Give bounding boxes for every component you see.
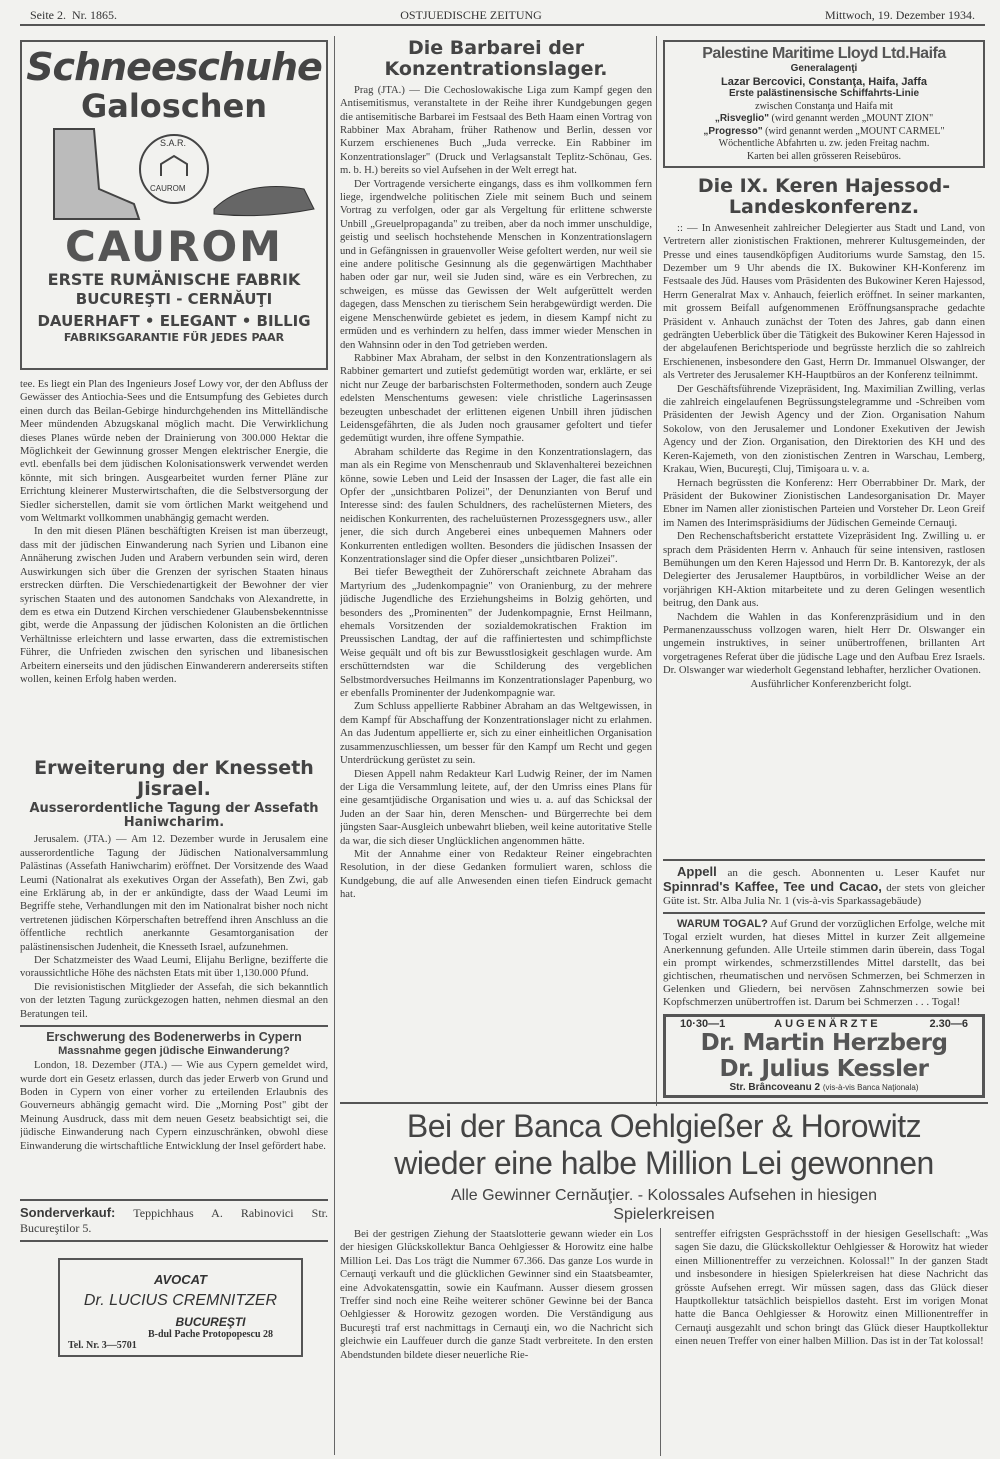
headline-line: Die IX. Keren Hajessod- (697, 175, 951, 197)
paragraph: tee. Es liegt ein Plan des Ingenieurs Josef Lowy vor, der den Abfluss der Gewässer des Antiochia-Sees und die Entsumpfung des Gebietes durch einen durch das Beilan-Gebirge hindurchgehenden ins Mittelländische Meer mündenden Abzugskanal möglich macht. Die Verwirklichung dieses Planes würde neben der Drainierung von 300.000 Hektar die Möglichkeit der Gewinnung grosser Mengen elektrischer Energie, die evtl. ebenfalls bei dem jüdischen Kolonisationswerk verwendet werden könnte, mit sich bringen. Ausgearbeitet wurden ferner Pläne zur Errichtung kleinerer Musterwirtschaften, die die Selbstversorgung der Siedler sicherstellen, damit sie vom örtlichen Markt weitgehend und vom Weltmarkt vollkommen unabhängig gemacht werden. (20, 379, 328, 525)
newspaper-title: OSTJUEDISCHE ZEITUNG (400, 8, 542, 22)
ad-line: Erste palästinensische Schiffahrts-Linie (728, 88, 920, 99)
headline-line: Jisrael. (137, 777, 211, 800)
keren-headline (663, 176, 985, 218)
banca-article-col1 (340, 1228, 661, 1456)
divider (20, 1199, 328, 1201)
banca-section (340, 1102, 988, 1456)
office-hours: 10·30—1 (680, 1018, 726, 1031)
ship-name: „Progresso" (703, 125, 763, 137)
cypern-article (20, 1059, 328, 1195)
cypern-headline: Erschwerung des Bodenerwerbs in Cypern (46, 1030, 302, 1045)
divider (20, 1025, 328, 1027)
paragraph: Den Rechenschaftsbericht erstattete Vizepräsident Ing. Zwilling u. er sprach dem Präsidenten Herrn v. Anhauch für seine intensiven, rastlosen Bemühungen um den Keren Hajessod und Herrn Dr. B. Kantorezyk, der als Delegierter des Jerusalemer Hauptbüros, in vorbildlicher Weise an der vorjährigen KH-Aktion mitarbeitete und zu deren Gelingen wesentlich beitrug, den Dank aus. (663, 531, 985, 610)
knesseth-subheadline: Ausserordentliche Tagung der Assefath Haniwcharim. (29, 800, 319, 831)
ad-text: Auf Grund der vorzüglichen Erfolge, welche mit Togal erzielt wurden, hat dieses Mittel in kurzer Zeit allgemeine Anerkennung gefunden. Alle Urteile stimmen darin überein, dass Togal ein prompt wirkendes, schmerzstillendes Mittel darstellt, das bei gichtischen, rheumatischen und nervösen Schmerzen, bei Schmerzen in Gelenken und Gliedern, bei nervösen Zahnschmerzen sowie bei Kopfschmerzen unübertroffen ist. Darum bei Schmerzen . . . Togal! (663, 918, 985, 1009)
paragraph: London, 18. Dezember (JTA.) — Wie aus Cypern gemeldet wird, wurde dort ein Gesetz erlassen, durch das jeder Erwerb von Grund und Boden in Cypern von einer vorher zu erteilenden Erlaubnis des Gouverneurs abhängig gemacht wird. Die „Morning Post" gibt der Meinung Ausdruck, dass mit dem neuen Gesetz beabsichtigt sei, die jüdische Einwanderung nach Cypern einzuschränken, obwohl diese Einwanderung die wirtschaftliche Entwicklung der Insel gefördert habe. (20, 1060, 328, 1152)
paragraph: Bei der gestrigen Ziehung der Staatslotterie gewann wieder ein Los der hiesigen Glückskollektur Banca Oehlgiesser & Horowitz eine halbe Million Lei. Das Los trägt die Nummer 67.366. Das ganze Los wurde in Cernauţi verkauft und die glücklichen Gewinner sind ein Staatsbeamter, eine Advokatensgattin, sowie ein Kaufmann. Ausser diesem grossen Treffer sind noch eine Reihe weiterer schöner Gewinne bei der Banca Oehlgiesser & Horowitz gezogen worden. Die Verständigung aus Bucureşti traf erst nachmittags in Cernauţi ein, wo die Nachricht sich gleichwie ein Lauffeuer durch die ganze Stadt verbreitete. In den ersten Abendstunden bildete dieser neuerliche Rie- (340, 1229, 653, 1361)
ad-address: B-dul Pache Protopopescu 28 (147, 1329, 274, 1341)
ad-line: Generalagenţi (790, 63, 858, 74)
ad-line: Wöchentliche Abfahrten u. zw. jeden Freitag nachm. (718, 138, 930, 149)
paragraph: Zum Schluss appellierte Rabbiner Abraham an das Weltgewissen, in dem Kampf für Abschaffung der Konzentrationslager nicht zu erlahmen. An das Judentum appellierte er, sich zu einer einheitlichen Organisation zusammenzuschliessen, um besser für den Kampf um Recht und gegen Unterdrückung gerüstet zu sein. (340, 701, 652, 767)
ad-line: ERSTE RUMÄNISCHE FABRIK (47, 270, 301, 289)
ad-title: AVOCAT (154, 1272, 207, 1288)
lloyd-advertisement (663, 40, 985, 168)
subheadline-line: Spielerkreisen (613, 1206, 715, 1223)
paragraph: Jerusalem. (JTA.) — Am 12. Dezember wurde in Jerusalem eine ausserordentliche Tagung der Jüdischen Nationalversammlung Palästinas (Assefath Haniwcharim) eröffnet. Der Vorsitzende des Waad Leumi (Nationalrat als exekutives Organ der Assefath), Ben Zwi, gab eine Erklärung ab, in der er ankündigte, dass der Waad Leumi im Begriffe stehe, Verhandlungen mit den im Nationalrat bisher noch nicht vertretenen jüdischen Körperschaften betreffend ihren Anschluss an die öffentliche rechtlich anerkannte Gesamtorganisation der palästinensischen Judenheit, die Knesseth Israel, aufzunehmen. (20, 834, 328, 953)
ad-line: zwischen Constanţa und Haifa mit (755, 100, 893, 112)
banca-article (340, 1228, 988, 1456)
divider (663, 912, 985, 914)
headline-line: Landeskonferenz. (728, 195, 920, 218)
ad-headline: Schneeschuhe (26, 45, 322, 89)
paragraph: Die revisionistischen Mitglieder der Assefah, die sich bekanntlich von der letzten Tagung zurückgezogen hatten, nehmen diesmal an den Beratungen teil. (20, 981, 328, 1020)
ad-address: Str. Brâncoveanu 2 (729, 1082, 821, 1093)
doctor-name: Dr. Julius Kessler (719, 1055, 929, 1082)
middle-column (340, 38, 652, 1096)
ad-title: AUGENÄRZTE (774, 1018, 881, 1031)
paragraph: Rabbiner Max Abraham, der selbst in den Konzentrationslagern als Rabbiner gemartert und zutiefst gedemütigt worden war, erklärte, er sei nicht nur Zeuge der barbarischsten Foltermethoden, sondern auch Zeuge edelsten Menschentums gewesen: viele christliche Lagerinsassen bezeugten unbeschadet der erlittenen eigenen Unbill ihren jüdischen Leidensgefährten, die als Juden noch grausamer gefoltert und tiefer gedemütigt wurden, ihre offene Sympathie. (340, 352, 652, 445)
divider (20, 1240, 328, 1242)
paragraph: :: — In Anwesenheit zahlreicher Delegierter aus Stadt und Land, von Vertretern aller zionistischen Fraktionen, mehrerer Kultusgemeinden, der Presse und eines tausendköpfigen Auditoriums wurde Samstag, den 15. Dezember um 9 Uhr abends die IX. Bukowiner KH-Konferenz im Festsaale des Jüd. Hauses vom Präsidenten des Bukowiner Keren Hajessod, Herrn Generalrat Max v. Anhauch, feierlich eröffnet. In seiner markanten, mit grossem Beifall aufgenommenen Eröffnungsansprache gedachte Präsident v. Anhauch zunächst der Toten des Jahres, gab dann einen gedrängten Ueberblick über die Tätigkeit des Bukowiner Keren Hajessod in der abgelaufenen Berichtsperiode und begrüsste herzlich die so zahlreich Erschienenen, insbesondere den Gast, Herrn Dr. Immanuel Olswanger, der als Vertreter des Jerusalemer KH-Hauptbüros an der Konferenz teilnimmt. (663, 222, 985, 382)
column-divider (334, 1100, 335, 1455)
ad-line: DAUERHAFT • ELEGANT • BILLIG (37, 312, 311, 330)
ad-phone: Tel. Nr. 3—5701 (68, 1340, 137, 1352)
paragraph: Hernach begrüssten die Konferenz: Herr Oberrabbiner Dr. Mark, der Präsident der Bukowiner Zionistischen Landesorganisation Dr. Mayer Ebner im Namen aller zionistischen Parteien und Vorsteher Dr. Leon Greif im Namen des Interimspräsidiums der Jüdischen Gemeinde Cernauţi. (663, 477, 985, 529)
seal-text: S.A.R. (160, 138, 187, 148)
paragraph: Prag (JTA.) — Die Cechoslowakische Liga zum Kampf gegen den Antisemitismus, veranstaltete in der Reihe ihrer Kundgebungen gegen die antisemitische Barbarei im Festsaal des Beth Haam einen Vortrag von Rabbiner Max Abraham, früher Rathenow und Berlin, dessen vor Kurzem erschienenes Buch „Juda verrecke. Ein Rabbiner im Konzentrationslager" (Druck und Verlagsanstalt Teplitz-Schönau, Ges. m. b. H.) bereits so viel Aufsehen in der Welt erregt hat. (340, 84, 652, 177)
paragraph: Mit der Annahme einer von Redakteur Reiner eingebrachten Resolution, in der diese Gedanken formuliert waren, schloss die Kundgebung, die auf alle Anwesenden einen tiefen Eindruck gemacht hat. (340, 848, 652, 901)
paragraph: Bei tiefer Bewegtheit der Zuhörerschaft zeichnete Abraham das Martyrium des „Judenkompagnie" von Oranienburg, zu der mehrere jüdische Jugendliche des Erziehungsheims in Bolzig gehörten, und besonders des „Prominenten" der Judenkompagnie, Ernst Heilmann, ehemals Vorsitzenden der sozialdemokratischen Fraktion im Preussischen Landtag, der auf die raffiniertesten und schimpflichste Weise gequält und oft bis zur Bewusstlosigkeit geschlagen wurde. Am erschütterndsten war die Schilderung des vergeblichen Selbstmordversuches Heilmanns im Konzentrationslager Papenburg, wo er ebenfalls Prominenter der Judenkompagnie war. (340, 567, 652, 700)
paragraph: Nachdem die Wahlen in das Konferenzpräsidium und in den Permanenzausschuss vollzogen waren, hielt Herr Dr. Olswanger ein ungemein instruktives, in seiner unübertroffenen, brillanten Art vorgetragenes Referat über die jüdische Lage und den Aufbau Erez Israels. Dr. Olswanger war wiederholt Gegenstand lebhafter, herzlicher Ovationen. (663, 611, 985, 677)
ad-headline: Galoschen (80, 87, 268, 125)
ad-line: FABRIKSGARANTIE FÜR JEDES PAAR (63, 331, 285, 344)
left-column (20, 40, 328, 1452)
shoe-illustration (22, 124, 326, 224)
caurom-advertisement (20, 40, 328, 370)
ad-bold: Sonderverkauf: (20, 1205, 116, 1221)
ad-text: Teppichhaus A. Rabinovici Str. Bucureştilor 5. (20, 1206, 328, 1236)
ad-text: an die gesch. Abonnenten u. Leser Kaufet nur (727, 867, 985, 880)
ad-bold: WARUM TOGAL? (677, 918, 768, 931)
ad-line: (wird genannt werden „MOUNT CARMEL" (765, 125, 945, 137)
ad-line: Karten bei allen grösseren Reisebüros. (746, 150, 902, 162)
paragraph: In den mit diesen Plänen beschäftigten Kreisen ist man überzeugt, dass mit der jüdischen Einwanderung nach Syrien und Libanon eine Annäherung zwischen Juden und Arabern verbunden sein wird, deren Auswirkungen sich über die Grenzen der syrischen Staaten hinaus erstrecken dürften. Die Verschiedenartigkeit der Bewohner der vier syrischen Staaten und des autonomen Sandchaks von Alexandrette, in dem es etwa ein Dutzend Kirchen verschiedener Glaubensbekenntnisse gibt, werde die Anpassung der jüdischen Kolonisten an die örtlichen Verhältnisse erleichtern und lasse erwarten, dass die extremistischen Führer, die Unfrieden zwischen den syrischen und libanesischen Arbeitern einerseits und den jüdischen Einwanderern andererseits stiften wollen, keinen Erfolg haben werden. (20, 526, 328, 685)
spinnrad-advertisement (663, 865, 985, 908)
office-hours: 2.30—6 (929, 1018, 968, 1031)
banca-subheadline (340, 1186, 988, 1224)
paragraph: Der Vortragende versicherte eingangs, dass es ihm vollkommen fern liege, irgendwelche politischen Ziele mit seinem Buch und seinem Vortrag zu verfolgen, oder gar als Vergeltung für erlittene schwerste Unbill „Greuelpropaganda" zu treiben, aber da noch immer unschuldige, geistig und seelisch hochstehende Menschen in Konzentrationslagern und in Gefängnissen in grauenvoller Weise gefoltert werden, nur weil sie eine andere politische Gesinnung als die gegenwärtigen Machthaber haben oder gar nur, weil sie Juden sind, wäre es ein Verbrechen, zu schweigen, es müsse das Gewissen der Welt aufgerüttelt werden dagegen, dass Menschen zu tierischem Sein herabgewürdigt werden. Die eigene Menschenwürde gebietet es jedem, in diesem Kampf nicht zu ermüden und es verhindern zu helfen, dass immer wieder Menschen in den Wahnsinn oder in den Tod getrieben werden. (340, 178, 652, 351)
page-header (20, 8, 985, 26)
knesseth-headline (20, 758, 328, 800)
banca-article-col2 (675, 1228, 988, 1456)
ad-city: BUCUREŞTI (175, 1315, 246, 1330)
ad-bold: Appell (677, 865, 717, 880)
augenaerzte-advertisement (663, 1014, 985, 1098)
page-number: Seite 2. (30, 8, 66, 22)
ship-name: „Risveglio" (714, 113, 770, 124)
seal-text: CAUROM (150, 184, 186, 193)
right-column (663, 40, 985, 1098)
paragraph: sentreffer eifrigsten Gesprächsstoff in der hiesigen Gesellschaft: „Was sagen Sie dazu, die Glückskollektur Oehlgiesser & Horowitz hat wieder einen Millionentreffer zu verzeichnen. Kolossal!" In der ganzen Stadt und insbesondere in hiesigen Spielerkreisen hat diese Nachricht das grösste Aufsehen erregt. Wir müssen sagen, dass das Glück dieser Hauptkollektur tatsächlich beispiellos dasteht. Erst im vorigen Monat hatte die Banca Oehlgiesser & Horowitz einen Millionentreffer in Cernauţi ausgezahlt und schon bringt das Glück dieser Hauptkollektur einen neuen Treffer von einer halben Million. Das ist in der Tat kolossal! (675, 1229, 988, 1348)
brand-logo: CAUROM (65, 222, 283, 271)
barbarei-headline (340, 38, 652, 80)
doctor-name: Dr. Martin Herzberg (700, 1030, 948, 1057)
cypern-subheadline: Massnahme gegen jüdische Einwanderung? (58, 1045, 290, 1058)
paragraph: Ausführlicher Konferenzbericht folgt. (750, 678, 912, 690)
keren-article (663, 222, 985, 856)
headline-line: Die Barbarei der (407, 38, 585, 59)
sonderverkauf-ad (20, 1205, 328, 1236)
togal-advertisement (663, 918, 985, 1009)
paragraph: Der Schatzmeister des Waad Leumi, Elijahu Berligne, bezifferte die voraussichtliche Höhe des nächsten Etats mit über 1,130.000 Pfund. (20, 955, 328, 980)
paragraph: Abraham schilderte das Regime in den Konzentrationslagern, das man als ein Regime von Menschenraub und Sklavenhalterei bezeichnen könne, sowie Leben und Leid der Insassen der Lager, die fast alle ein Opfer der „unsichtbaren Polizei", der Denunzianten von Beruf und Interesse sind: des faulen Schuldners, des rachelüsternen Mieters, des neidischen Konkurrenten, des racheluüsternen Prozessgegners usw., aller jener, die sich durch Angeberei eines unbequemen Mahners oder Konkurrenten entledigen wollten. Besonders die jüdischen Insassen der Konzentrationslager sind die Opfer dieser „unsichtbaren Polizei". (340, 446, 652, 565)
ad-line: Lazar Bercovici, Constanţa, Haifa, Jaffa (720, 75, 927, 88)
avocat-advertisement (58, 1258, 303, 1357)
ad-line: (wird genannt werden „MOUNT ZION" (771, 113, 934, 124)
banca-headline (340, 1108, 988, 1182)
ad-title: Palestine Maritime Lloyd Ltd.Haifa (702, 45, 946, 62)
issue-number: Nr. 1865. (72, 8, 117, 22)
ad-bold: Spinnrad's Kaffee, Tee und Cacao, (663, 879, 882, 895)
subheadline-line: Alle Gewinner Cernăuţier. - Kolossales Aufsehen in hiesigen (450, 1187, 878, 1204)
ad-address-note: (vis-à-vis Banca Naţionala) (822, 1083, 919, 1092)
column-divider (334, 36, 335, 1106)
headline-line: Konzentrationslager. (384, 57, 608, 80)
paragraph: Diesen Appell nahm Redakteur Karl Ludwig Reiner, der im Namen der Liga die Versammlung leitete, auf, der den Umriss eines Plans für eine gesamtjüdische Organisation und wies u. a. auf das Schicksal der Juden an der Saar hin, deren Menschen- und Bürgerrechte bei dem jüngsten Saar-Ausgleich unbewahrt blieben, weil keine autoritative Stelle da war, die sich dieser Unglücklichen angenommen hätte. (340, 768, 652, 847)
ad-line: BUCUREŞTI - CERNĂUŢI (75, 290, 273, 308)
ad-name: Dr. LUCIUS CREMNITZER (83, 1292, 278, 1310)
ad-text: der stets von gleicher Güte ist. Str. Alba Julia Nr. 1 (vis-à-vis Sparkassagebäude) (663, 882, 985, 908)
headline-line: Bei der Banca Oehlgießer & Horowitz (406, 1108, 922, 1144)
divider (663, 859, 985, 861)
headline-line: Erweiterung der Knesseth (34, 757, 314, 779)
paragraph: Der Geschäftsführende Vizepräsident, Ing. Maximilian Zwilling, verlas die zahlreich eingelaufenen Begrüssungstelegramme und -Schreiben vom Präsidenten der Jewish Agency und der Zion. Organisation Nahum Sokolow, von den Jerusalemer und Londoner Exekutiven der Jewish Agency und der Zion. Organisation, den Direktorien des KH und des Keren-Kajemeth, von den zionistischen Zentren in Warschau, Lemberg, Krakau, Wien, Bucureşti, Cluj, Timişoara u. v. a. (663, 383, 985, 476)
knesseth-article (20, 833, 328, 1021)
headline-line: wieder eine halbe Million Lei gewonnen (394, 1145, 934, 1181)
barbarei-article (340, 84, 652, 1096)
divider (340, 1102, 988, 1104)
issue-date: Mittwoch, 19. Dezember 1934. (825, 8, 975, 22)
column-divider (656, 36, 657, 1106)
syria-article-continued (20, 378, 328, 754)
